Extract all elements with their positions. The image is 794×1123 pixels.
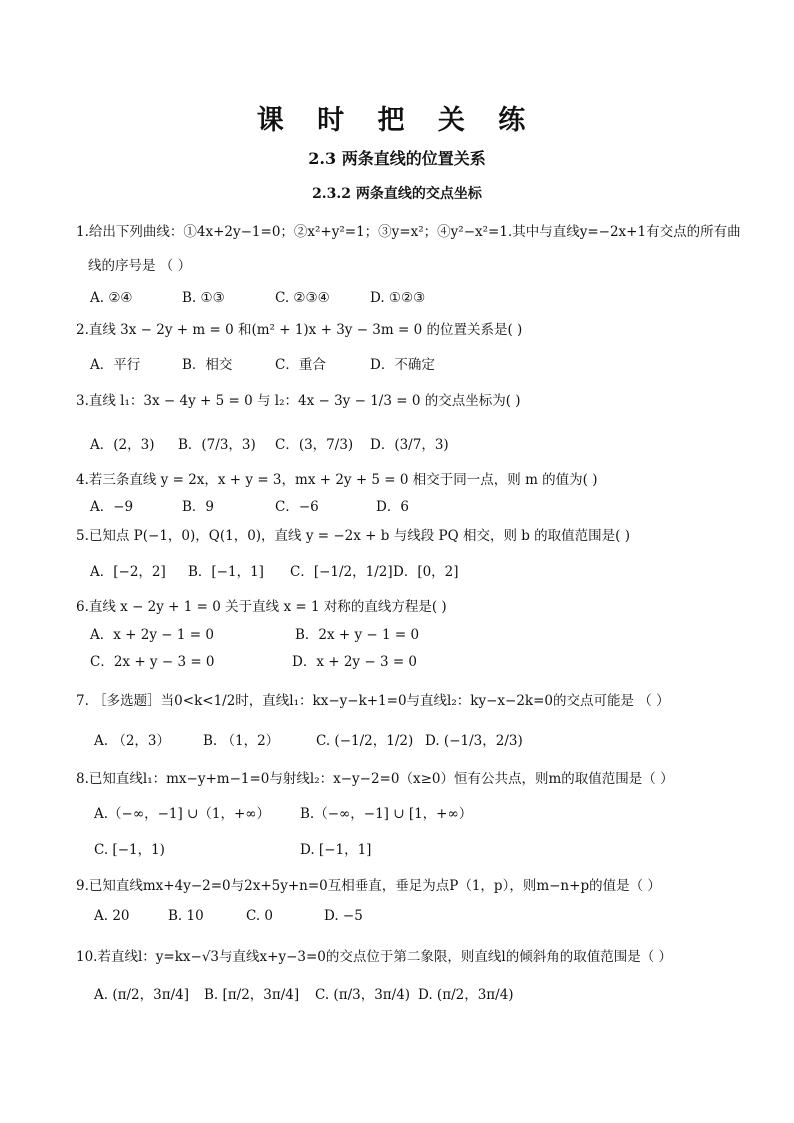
question-9-option-d: D. −5 (324, 908, 363, 924)
question-1-option-a: A. ②④ (90, 290, 133, 306)
question-7-stem: 7. ［多选题］当0<k<1/2时，直线l₁：kx−y−k+1=0与直线l₂：ky−x−2k=0的交点可能是 （ ） (76, 693, 670, 709)
question-8-option-b: B.（−∞，−1] ∪ [1，+∞） (300, 806, 473, 822)
question-10-option-b: B. [π/2，3π/4] (204, 987, 300, 1003)
question-1-stem: 1.给出下列曲线：①4x+2y−1=0；②x²+y²=1；③y=x²；④y²−x²=1.其中与直线y=−2x+1有交点的所有曲 (76, 224, 741, 240)
question-10-option-c: C. (π/3，3π/4) (315, 987, 411, 1003)
question-6-option-b: B．2x + y − 1 = 0 (295, 627, 420, 643)
question-9-option-a: A. 20 (94, 908, 130, 924)
question-5-option-a: A．[−2，2] (90, 564, 166, 580)
question-3-stem: 3.直线 l₁：3x − 4y + 5 = 0 与 l₂：4x − 3y − 1/3 = 0 的交点坐标为( ) (76, 393, 521, 409)
question-6-option-a: A．x + 2y − 1 = 0 (90, 627, 214, 643)
question-9-option-b: B. 10 (168, 908, 204, 924)
question-7-option-b: B. （1，2） (203, 733, 280, 749)
question-6-stem: 6.直线 x − 2y + 1 = 0 关于直线 x = 1 对称的直线方程是( ) (76, 599, 447, 615)
question-7-option-c: C. (−1/2，1/2) (316, 733, 414, 749)
question-6-option-d: D．x + 2y − 3 = 0 (292, 654, 418, 670)
question-3-option-d: D．(3/7，3) (370, 437, 449, 453)
page-title: 课 时 把 关 练 (256, 105, 538, 136)
question-5-option-c: C．[−1/2，1/2] (290, 564, 393, 580)
question-1-option-c: C. ②③④ (275, 290, 330, 306)
section-title: 2.3 两条直线的位置关系 (308, 149, 486, 168)
question-4-option-a: A．−9 (90, 499, 134, 515)
question-6-option-c: C．2x + y − 3 = 0 (90, 654, 215, 670)
question-3-option-b: B．(7/3，3) (178, 437, 256, 453)
question-4-option-d: D．6 (376, 499, 409, 515)
question-4-option-c: C．−6 (275, 499, 319, 515)
question-9-stem: 9.已知直线mx+4y−2=0与2x+5y+n=0互相垂直，垂足为点P（1，p），则m−n+p的值是（ ） (76, 878, 661, 894)
question-3-option-a: A．(2，3) (90, 437, 155, 453)
subsection-title: 2.3.2 两条直线的交点坐标 (312, 186, 482, 202)
question-2-stem: 2.直线 3x − 2y + m = 0 和(m² + 1)x + 3y − 3m = 0 的位置关系是( ) (76, 322, 523, 338)
question-1-option-b: B. ①③ (182, 290, 225, 306)
question-8-option-a: A.（−∞，−1] ∪（1，+∞） (94, 806, 271, 822)
question-8-option-c: C. [−1，1) (94, 842, 165, 858)
question-4-option-b: B．9 (182, 499, 215, 515)
question-8-stem: 8.已知直线l₁：mx−y+m−1=0与射线l₂：x−y−2=0（x≥0）恒有公共点，则m的取值范围是（ ） (76, 771, 674, 787)
question-10-option-d: D. (π/2，3π/4) (418, 987, 514, 1003)
question-9-option-c: C. 0 (246, 908, 274, 924)
question-2-option-b: B．相交 (182, 357, 233, 373)
question-10-option-a: A. (π/2，3π/4] (94, 987, 189, 1003)
question-10-stem: 10.若直线l：y=kx−√3与直线x+y−3=0的交点位于第二象限，则直线l的倾斜角的取值范围是（ ） (76, 949, 672, 965)
question-1-stem-cont: 线的序号是 （ ） (88, 258, 192, 274)
question-5-option-d: D．[0，2] (393, 564, 459, 580)
question-1-option-d: D. ①②③ (370, 290, 426, 306)
question-7-option-a: A. （2，3） (94, 733, 171, 749)
question-4-stem: 4.若三条直线 y = 2x，x + y = 3，mx + 2y + 5 = 0 相交于同一点，则 m 的值为( ) (76, 472, 598, 488)
question-5-stem: 5.已知点 P(−1，0)，Q(1，0)，直线 y = −2x + b 与线段 PQ 相交，则 b 的取值范围是( ) (76, 528, 630, 544)
question-2-option-d: D．不确定 (370, 357, 435, 373)
question-5-option-b: B．[−1，1] (188, 564, 264, 580)
question-3-option-c: C．(3，7/3) (275, 437, 354, 453)
question-8-option-d: D. [−1，1] (300, 842, 372, 858)
question-2-option-c: C．重合 (275, 357, 326, 373)
question-2-option-a: A．平行 (90, 357, 141, 373)
question-7-option-d: D. (−1/3，2/3) (425, 733, 523, 749)
